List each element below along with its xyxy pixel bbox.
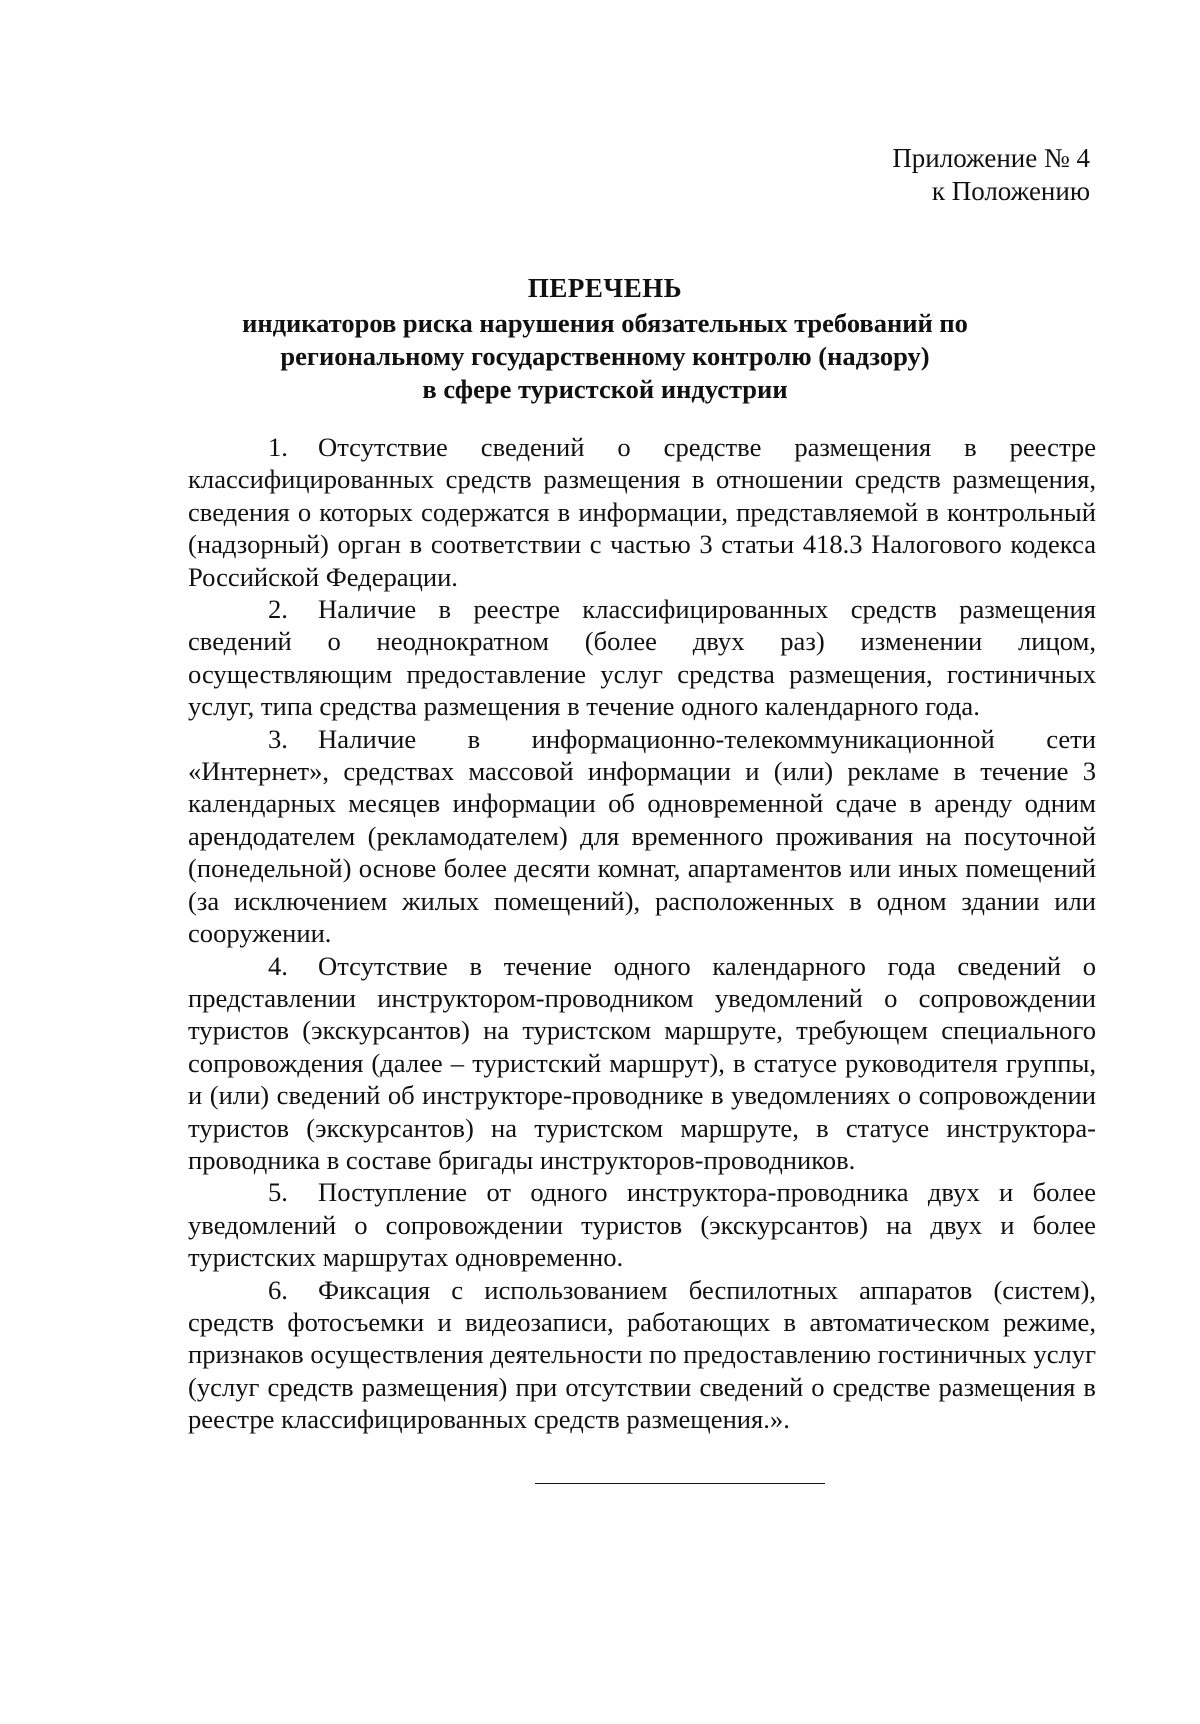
list-item	[188, 723, 1096, 950]
appendix-reference	[892, 142, 1090, 208]
item-text: Отсутствие в течение одного календарного года сведений о представлении инструктором-проводником уведомлений о сопровождении туристов (экскурсантов) на туристском маршруте, требующем специального сопровождения (далее – туристский маршрут), в статусе руководителя группы, и (или) сведений об инструкторе-проводнике в уведомлениях о сопровождении туристов (экскурсантов) на туристском маршруте, в статусе инструктора-проводника в составе бригады инструкторов-проводников.	[188, 950, 1096, 1175]
list-item	[188, 593, 1096, 723]
appendix-number: Приложение № 4	[892, 143, 1090, 173]
item-number: 6.	[268, 1274, 288, 1305]
item-text: Наличие в информационно-телекоммуникационной сети «Интернет», средствах массовой информации и (или) рекламе в течение 3 календарных месяцев информации об одновременной сдаче в аренду одним арендодателем (рекламодателем) для временного проживания на посуточной (понедельной) основе более десяти комнат, апартаментов или иных помещений (за исключением жилых помещений), расположенных в одном здании или сооружении.	[188, 723, 1096, 949]
item-number: 3.	[268, 723, 288, 754]
list-item	[188, 1176, 1096, 1273]
title-heading: ПЕРЕЧЕНЬ	[527, 273, 683, 303]
title-line-1: индикаторов риска нарушения обязательных требований по	[242, 308, 968, 338]
item-text: Фиксация с использованием беспилотных аппаратов (систем), средств фотосъемки и видеозаписи, работающих в автоматическом режиме, признаков осуществления деятельности по предоставлению гостиничных услуг (услуг средств размещения) при отсутствии сведений о средстве размещения в реестре классифицированных средств размещения.».	[188, 1274, 1096, 1435]
title-line-2: региональному государственному контролю (надзору)	[280, 341, 930, 371]
appendix-regulation: к Положению	[931, 176, 1090, 206]
item-text: Отсутствие сведений о средстве размещения в реестре классифицированных средств размещения в отношении средств размещения, сведения о которых содержатся в информации, представляемой в контрольный (надзорный) орган в соответствии с частью 3 статьи 418.3 Налогового кодекса Российской Федерации.	[188, 432, 1096, 592]
item-number: 1.	[268, 432, 288, 462]
indicator-list	[188, 431, 1096, 1436]
list-item	[188, 950, 1096, 1177]
closing-divider-line	[535, 1483, 825, 1484]
item-text: Наличие в реестре классифицированных средств размещения сведений о неоднократном (более двух раз) изменении лицом, осуществляющим предоставление услуг средства размещения, гостиничных услуг, типа средства размещения в течение одного календарного года.	[188, 594, 1096, 722]
item-text: Поступление от одного инструктора-проводника двух и более уведомлений о сопровождении туристов (экскурсантов) на двух и более туристских маршрутах одновременно.	[188, 1177, 1096, 1273]
title-line-3: в сфере туристской индустрии	[422, 374, 788, 404]
item-number: 5.	[268, 1177, 288, 1208]
item-number: 4.	[268, 950, 288, 981]
list-item	[188, 431, 1096, 593]
item-number: 2.	[268, 594, 288, 625]
list-item	[188, 1274, 1096, 1436]
document-title	[150, 272, 1060, 406]
